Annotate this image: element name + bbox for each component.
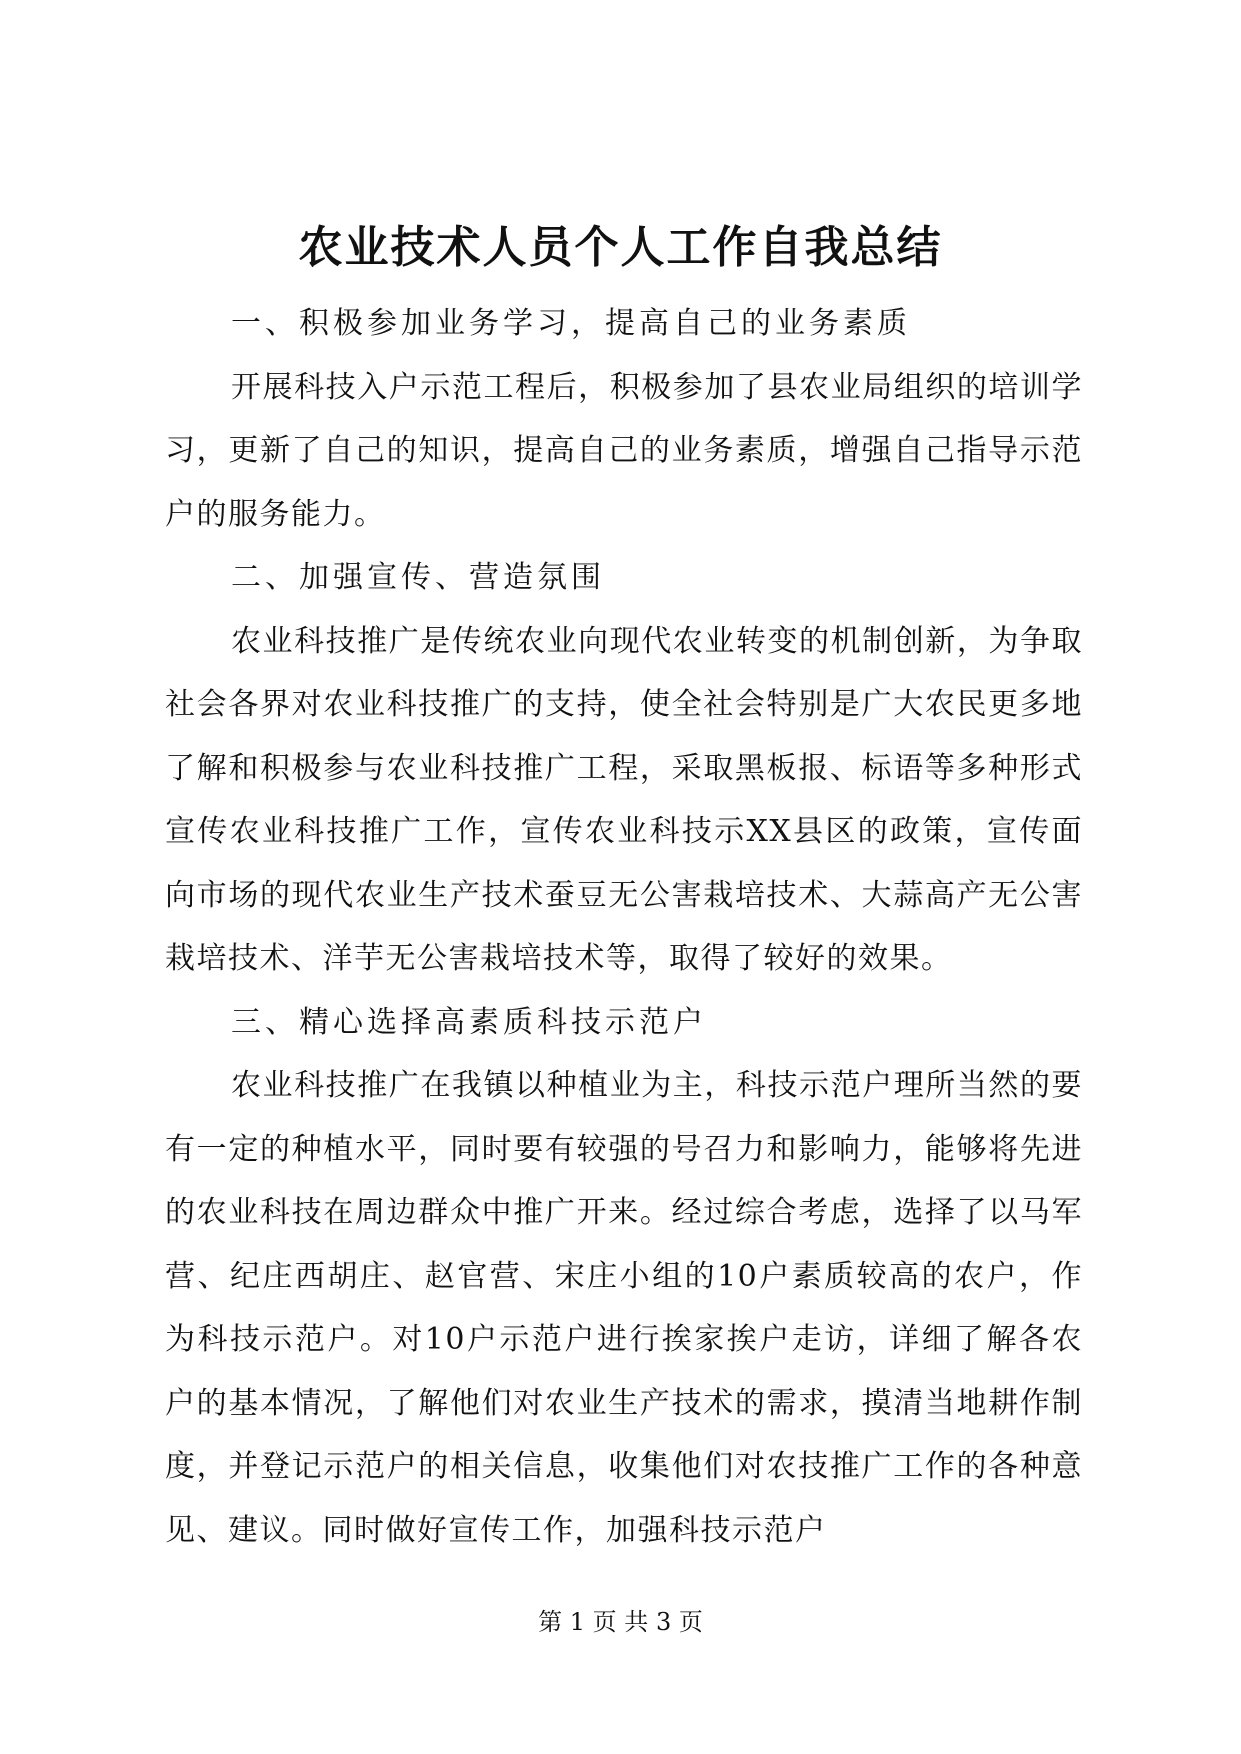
document-title: 农业技术人员个人工作自我总结 xyxy=(298,222,943,273)
section-paragraph: 开展科技入户示范工程后，积极参加了县农业局组织的培训学习，更新了自己的知识，提高自己的业务素质，增强自己指导示范户的服务能力。 xyxy=(165,369,1083,532)
document-body xyxy=(165,292,1083,1562)
section-heading: 一、积极参加业务学习，提高自己的业务素质 xyxy=(231,306,911,341)
section-heading: 二、加强宣传、营造氛围 xyxy=(231,560,605,595)
section-heading: 三、精心选择高素质科技示范户 xyxy=(231,1004,707,1040)
page-footer: 第 1 页 共 3 页 xyxy=(538,1608,703,1636)
section-paragraph: 农业科技推广是传统农业向现代农业转变的机制创新，为争取社会各界对农业科技推广的支持，使全社会特别是广大农民更多地了解和积极参与农业科技推广工程，采取黑板报、标语等多种形式宣传农业科技推广工作，宣传农业科技示XX县区的政策，宣传面向市场的现代农业生产技术蚕豆无公害栽培技术、大蒜高产无公害栽培技术、洋芋无公害栽培技术等，取得了较好的效果。 xyxy=(165,623,1083,976)
section-paragraph: 农业科技推广在我镇以种植业为主，科技示范户理所当然的要有一定的种植水平，同时要有较强的号召力和影响力，能够将先进的农业科技在周边群众中推广开来。经过综合考虑，选择了以马军营、纪庄西胡庄、赵官营、宋庄小组的10户素质较高的农户，作为科技示范户。对10户示范户进行挨家挨户走访，详细了解各农户的基本情况，了解他们对农业生产技术的需求，摸清当地耕作制度，并登记示范户的相关信息，收集他们对农技推广工作的各种意见、建议。同时做好宣传工作，加强科技示范户 xyxy=(165,1068,1083,1548)
